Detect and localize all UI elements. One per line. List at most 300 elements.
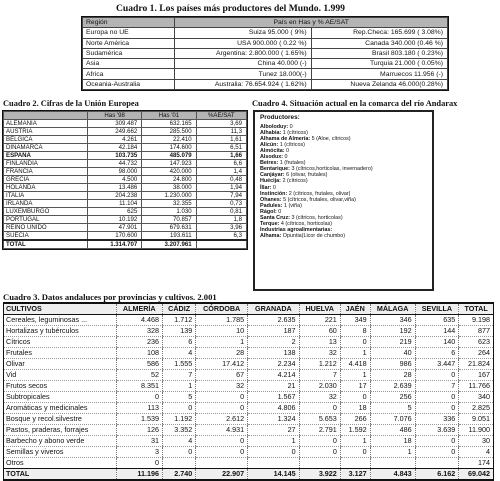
cuadro3-value-cell: 4.418 xyxy=(340,359,370,370)
cuadro1-country-a-cell: Argentina: 2.800.000 ( 1.65%) xyxy=(175,48,311,58)
cuadro3-value-cell xyxy=(370,458,415,469)
cuadro2-value-cell: 44.732 xyxy=(88,160,142,168)
cuadro3-value-cell: 586 xyxy=(116,359,163,370)
cuadro3-value-cell: 0 xyxy=(340,447,370,458)
cuadro3-row xyxy=(4,315,493,326)
cuadro3-value-cell: 7.076 xyxy=(370,414,415,425)
cuadro4-item-text: 1 (viña) xyxy=(282,202,302,209)
cuadro3-row xyxy=(4,337,493,348)
cuadro1-region-cell: Asia xyxy=(83,59,175,69)
cuadro3-value-cell: 349 xyxy=(340,315,370,326)
cuadro3-value-cell: 7 xyxy=(415,381,459,392)
cuadro3-value-cell: 113 xyxy=(116,403,163,414)
cuadro3-value-cell: 6 xyxy=(415,348,459,359)
cuadro3-value-cell: 1 xyxy=(340,370,370,381)
cuadro3-header-cell: GRANADA xyxy=(248,304,299,315)
cuadro3-crop-cell: Vid xyxy=(4,370,116,381)
cuadro3-value-cell: 3.447 xyxy=(415,359,459,370)
cuadro2-header-cell: Has '01 xyxy=(142,112,196,120)
cuadro3-value-cell: 4 xyxy=(459,447,493,458)
cuadro1-row xyxy=(83,38,448,48)
cuadro1-region-cell: Sudamérica xyxy=(83,48,175,58)
cuadro3-value-cell: 221 xyxy=(299,315,340,326)
cuadro1-row xyxy=(83,48,448,58)
cuadro3-value-cell: 0 xyxy=(299,436,340,447)
cuadro3-value-cell: 0 xyxy=(196,436,248,447)
cuadro3-value-cell: 108 xyxy=(116,348,163,359)
cuadro3-value-cell: 1.712 xyxy=(163,315,196,326)
cuadro3-header-cell: MÁLAGA xyxy=(370,304,415,315)
cuadro2-row xyxy=(4,216,247,224)
cuadro2-value-cell: 309.487 xyxy=(88,120,142,128)
cuadro3-value-cell: 8.351 xyxy=(116,381,163,392)
cuadro3-value-cell: 0 xyxy=(116,458,163,469)
cuadro2-value-cell: 204.238 xyxy=(88,192,142,200)
cuadro3-value-cell: 1.324 xyxy=(248,414,299,425)
cuadro2-row xyxy=(4,176,247,184)
cuadro1-region-cell: Norte América xyxy=(83,38,175,48)
cuadro2-row xyxy=(4,192,247,200)
cuadro2-value-cell: 0,48 xyxy=(196,176,246,184)
cuadro3-value-cell: 192 xyxy=(370,326,415,337)
cuadro3-crop-cell: Frutales xyxy=(4,348,116,359)
cuadro3-value-cell: 256 xyxy=(370,392,415,403)
cuadro3-row xyxy=(4,359,493,370)
cuadro3-value-cell: 6 xyxy=(163,337,196,348)
cuadro2-total-cell xyxy=(196,240,246,249)
cuadro1-row xyxy=(83,69,448,79)
cuadro3-value-cell xyxy=(163,458,196,469)
cuadro2-value-cell: 679.631 xyxy=(142,224,196,232)
cuadro3-row xyxy=(4,348,493,359)
cuadro3-total-row xyxy=(4,469,493,480)
cuadro2-country-cell: SUECIA xyxy=(4,232,88,241)
cuadro3-crop-cell: Bosque y recol.silvestre xyxy=(4,414,116,425)
cuadro3-value-cell: 21.824 xyxy=(459,359,493,370)
cuadro3-value-cell: 67 xyxy=(196,370,248,381)
cuadro4-item-label: Ohanes: xyxy=(260,196,282,203)
cuadro1-region-cell: Europa no UE xyxy=(83,28,175,38)
cuadro2-value-cell: 3,96 xyxy=(196,224,246,232)
cuadro4-item-text: 0 xyxy=(283,154,288,161)
cuadro2-country-cell: IRLANDA xyxy=(4,200,88,208)
cuadro2-country-cell: REINO UNIDO xyxy=(4,224,88,232)
cuadro4-list xyxy=(260,124,427,239)
cuadro3-crop-cell: Aromáticas y medicinales xyxy=(4,403,116,414)
cuadro2-row xyxy=(4,200,247,208)
cuadro1-header-paises: País en Has y % AE/SAT xyxy=(175,18,448,28)
cuadro3-value-cell: 28 xyxy=(196,348,248,359)
cuadro4-item-label: Santa Cruz: xyxy=(260,214,290,221)
cuadro3-row xyxy=(4,414,493,425)
cuadro2-value-cell: 47.901 xyxy=(88,224,142,232)
cuadro3-value-cell: 336 xyxy=(415,414,459,425)
cuadro4-item-label: Alsodux: xyxy=(260,154,284,161)
cuadro4-heading: Productores: xyxy=(260,114,300,121)
cuadro2-row xyxy=(4,208,247,216)
cuadro3-value-cell: 144 xyxy=(415,326,459,337)
cuadro3-value-cell: 2.639 xyxy=(370,381,415,392)
cuadro4-item-text: 1 (frutales) xyxy=(278,160,306,167)
cuadro3-value-cell: 5 xyxy=(370,403,415,414)
cuadro3-value-cell: 2.791 xyxy=(299,425,340,436)
cuadro2-value-cell: 6,51 xyxy=(196,144,246,152)
cuadro3-value-cell: 0 xyxy=(299,447,340,458)
cuadro1-region-cell: Oceania-Australia xyxy=(83,79,175,89)
cuadro2-total-row xyxy=(4,240,247,249)
cuadro3-table-box xyxy=(3,302,494,481)
cuadro3-value-cell: 486 xyxy=(370,425,415,436)
cuadro2-header-cell: Has '98 xyxy=(88,112,142,120)
cuadro2-value-cell: 249.662 xyxy=(88,128,142,136)
cuadro2-row xyxy=(4,136,247,144)
cuadro2-row xyxy=(4,232,247,241)
cuadro4-item-label: Rágol: xyxy=(260,208,277,215)
cuadro3-value-cell: 32 xyxy=(299,392,340,403)
cuadro2-country-cell: ITALIA xyxy=(4,192,88,200)
cuadro2-country-cell: HOLANDA xyxy=(4,184,88,192)
cuadro2-value-cell: 1,66 xyxy=(196,152,246,160)
cuadro4-item-label: Almócita: xyxy=(260,148,285,155)
cuadro4-item-label: Íllar: xyxy=(260,184,272,191)
cuadro4-box xyxy=(253,110,434,291)
cuadro3-value-cell xyxy=(340,458,370,469)
cuadro1-country-a-cell: USA 900.000 ( 0.22 %) xyxy=(175,38,311,48)
cuadro4-item-label: Terque: xyxy=(260,220,280,227)
cuadro4-item-text: 5 (cítricos, frutales, olivar,viña) xyxy=(281,196,356,203)
cuadro3-value-cell: 0 xyxy=(196,392,248,403)
cuadro3-value-cell: 17 xyxy=(340,381,370,392)
cuadro3-value-cell: 1.555 xyxy=(163,359,196,370)
cuadro2-header-cell xyxy=(4,112,88,120)
cuadro2-value-cell: 32.355 xyxy=(142,200,196,208)
cuadro4-item-label: Industrias agroalimentarias: xyxy=(260,226,333,233)
cuadro2-value-cell: 1,8 xyxy=(196,216,246,224)
cuadro3-value-cell: 52 xyxy=(116,370,163,381)
cuadro2-country-cell: PORTUGAL xyxy=(4,216,88,224)
cuadro1-country-a-cell: China 40.000 (-) xyxy=(175,59,311,69)
cuadro3-value-cell: 1.539 xyxy=(116,414,163,425)
cuadro2-country-cell: BÉLGICA xyxy=(4,136,88,144)
cuadro4-item-label: Alicún: xyxy=(260,142,279,149)
cuadro3-crop-cell: Frutos secos xyxy=(4,381,116,392)
cuadro2-value-cell: 1.230.000 xyxy=(142,192,196,200)
cuadro3-value-cell xyxy=(248,458,299,469)
cuadro3-value-cell: 32 xyxy=(196,381,248,392)
cuadro2-value-cell: 103.735 xyxy=(88,152,142,160)
cuadro3-value-cell xyxy=(196,458,248,469)
cuadro3-value-cell xyxy=(299,458,340,469)
cuadro3-value-cell: 1.785 xyxy=(196,315,248,326)
cuadro2-value-cell: 70.857 xyxy=(142,216,196,224)
cuadro3-value-cell: 2.635 xyxy=(248,315,299,326)
cuadro4-item-text: 1 (cítricos) xyxy=(281,130,308,137)
cuadro4-item-label: Alhabia: xyxy=(260,130,282,137)
cuadro2-value-cell: 147.923 xyxy=(142,160,196,168)
cuadro3-value-cell: 140 xyxy=(415,337,459,348)
cuadro3-value-cell: 1.567 xyxy=(248,392,299,403)
cuadro1-row xyxy=(83,59,448,69)
cuadro2-value-cell: 1.030 xyxy=(142,208,196,216)
cuadro3-value-cell: 31 xyxy=(116,436,163,447)
cuadro4-item-label: Beires: xyxy=(260,160,279,167)
cuadro2-value-cell: 42.184 xyxy=(88,144,142,152)
cuadro3-value-cell: 138 xyxy=(248,348,299,359)
cuadro2-value-cell: 4.500 xyxy=(88,176,142,184)
cuadro3-value-cell: 3.352 xyxy=(163,425,196,436)
cuadro4-item-label: Huécija: xyxy=(260,178,281,185)
cuadro4-item-text: 2 (cítricos) xyxy=(280,178,308,185)
cuadro3-value-cell: 4 xyxy=(163,348,196,359)
cuadro3-total-cell: 14.145 xyxy=(248,469,299,480)
cuadro1-country-a-cell: Suiza 95.000 ( 9%) xyxy=(175,28,311,38)
cuadro3-value-cell: 9.051 xyxy=(459,414,493,425)
cuadro2-value-cell: 13.486 xyxy=(88,184,142,192)
cuadro3-value-cell: 0 xyxy=(196,403,248,414)
cuadro2-value-cell: 11.104 xyxy=(88,200,142,208)
cuadro3-value-cell: 10 xyxy=(196,326,248,337)
cuadro3-value-cell: 32 xyxy=(299,348,340,359)
cuadro3-header-cell: TOTAL xyxy=(459,304,493,315)
cuadro2-country-cell: DINAMARCA xyxy=(4,144,88,152)
cuadro3-value-cell: 2.030 xyxy=(299,381,340,392)
cuadro3-value-cell: 17.412 xyxy=(196,359,248,370)
cuadro2-value-cell: 420.000 xyxy=(142,168,196,176)
cuadro4-item-text: Opuntia(Licor de chumbo) xyxy=(281,232,346,239)
cuadro3-header-cell: HUELVA xyxy=(299,304,340,315)
cuadro4-item-label: Alboloduy: xyxy=(260,124,289,131)
cuadro2-row xyxy=(4,144,247,152)
cuadro2-value-cell: 6,3 xyxy=(196,232,246,241)
cuadro3-value-cell: 126 xyxy=(116,425,163,436)
cuadro2-value-cell: 625 xyxy=(88,208,142,216)
cuadro2-table-box xyxy=(2,110,248,250)
cuadro2-total-cell: 3.207.961 xyxy=(142,240,196,249)
cuadro2-country-cell: AUSTRIA xyxy=(4,128,88,136)
cuadro1-row xyxy=(83,28,448,38)
cuadro4-item-text: 0 xyxy=(288,124,293,131)
cuadro3-value-cell: 11.900 xyxy=(459,425,493,436)
cuadro3-crop-cell: Otros xyxy=(4,458,116,469)
cuadro3-value-cell: 4 xyxy=(163,436,196,447)
cuadro4-item-text: 1 (cítricos) xyxy=(278,142,305,149)
cuadro3-row xyxy=(4,381,493,392)
cuadro2-row xyxy=(4,224,247,232)
cuadro3-value-cell: 187 xyxy=(248,326,299,337)
cuadro3-value-cell: 18 xyxy=(340,403,370,414)
cuadro3-value-cell: 0 xyxy=(415,392,459,403)
cuadro3-value-cell: 3.639 xyxy=(415,425,459,436)
cuadro3-row xyxy=(4,447,493,458)
cuadro2-row xyxy=(4,128,247,136)
cuadro2-row xyxy=(4,152,247,160)
cuadro2-country-cell: ALEMANIA xyxy=(4,120,88,128)
cuadro2-value-cell: 3,69 xyxy=(196,120,246,128)
cuadro3-value-cell: 4.931 xyxy=(196,425,248,436)
cuadro3-value-cell: 0 xyxy=(415,370,459,381)
cuadro2-value-cell: 4.261 xyxy=(88,136,142,144)
cuadro3-value-cell: 174 xyxy=(459,458,493,469)
cuadro3-value-cell: 1 xyxy=(196,337,248,348)
cuadro3-value-cell: 40 xyxy=(370,348,415,359)
cuadro1-country-b-cell: Rep.Checa: 165.699 ( 3.08%) xyxy=(311,28,447,38)
cuadro3-header-cell: CÓRDOBA xyxy=(196,304,248,315)
cuadro3-value-cell: 0 xyxy=(299,403,340,414)
cuadro3-value-cell: 328 xyxy=(116,326,163,337)
cuadro3-value-cell: 13 xyxy=(299,337,340,348)
cuadro3-value-cell: 139 xyxy=(163,326,196,337)
cuadro3-value-cell: 167 xyxy=(459,370,493,381)
cuadro3-value-cell: 986 xyxy=(370,359,415,370)
cuadro1-header-row xyxy=(83,18,448,28)
cuadro3-total-cell: 6.162 xyxy=(415,469,459,480)
cuadro3-value-cell: 340 xyxy=(459,392,493,403)
cuadro4-item-text: 0 xyxy=(276,208,282,215)
cuadro3-header-cell: JAÉN xyxy=(340,304,370,315)
cuadro3-value-cell: 2.234 xyxy=(248,359,299,370)
cuadro4-item-label: Instinción: xyxy=(260,190,288,197)
cuadro2-country-cell: FRANCIA xyxy=(4,168,88,176)
cuadro2-title: Cuadro 2. Cifras de la Unión Europea xyxy=(3,99,139,108)
cuadro2-country-cell: ESPAÑA xyxy=(4,152,88,160)
cuadro3-crop-cell: Olivar xyxy=(4,359,116,370)
cuadro3-value-cell: 0 xyxy=(415,436,459,447)
cuadro3-row xyxy=(4,392,493,403)
cuadro2-row xyxy=(4,184,247,192)
cuadro3-value-cell: 0 xyxy=(415,447,459,458)
cuadro2-table xyxy=(3,111,247,249)
cuadro3-header-row xyxy=(4,304,493,315)
cuadro2-country-cell: FINLANDIA xyxy=(4,160,88,168)
cuadro1-title: Cuadro 1. Los países más productores del Mundo. 1.999 xyxy=(116,3,345,14)
cuadro3-value-cell: 219 xyxy=(370,337,415,348)
cuadro2-header-cell: %AE/SAT xyxy=(196,112,246,120)
cuadro4-item-text: 3 (cítricos,horticolas, invernadero) xyxy=(289,166,373,173)
cuadro3-header-cell: CULTIVOS xyxy=(4,304,116,315)
cuadro1-country-a-cell: Australia: 76.654.924 ( 1.62%) xyxy=(175,79,311,89)
cuadro2-value-cell: 632.165 xyxy=(142,120,196,128)
cuadro3-value-cell: 30 xyxy=(459,436,493,447)
cuadro2-value-cell: 193.611 xyxy=(142,232,196,241)
cuadro3-value-cell: 5.653 xyxy=(299,414,340,425)
cuadro3-value-cell: 0 xyxy=(196,447,248,458)
cuadro2-value-cell: 7,94 xyxy=(196,192,246,200)
cuadro3-value-cell: 4.214 xyxy=(248,370,299,381)
cuadro3-total-cell: TOTAL xyxy=(4,469,116,480)
cuadro3-header-cell: CÁDIZ xyxy=(163,304,196,315)
cuadro3-value-cell: 623 xyxy=(459,337,493,348)
cuadro4-item-text: 3 (cítricos, horticolas) xyxy=(289,214,343,221)
cuadro3-value-cell: 21 xyxy=(248,381,299,392)
cuadro3-value-cell: 2.825 xyxy=(459,403,493,414)
cuadro3-value-cell: 1.192 xyxy=(163,414,196,425)
cuadro3-value-cell: 1.592 xyxy=(340,425,370,436)
cuadro2-row xyxy=(4,120,247,128)
cuadro1-country-b-cell: Marruecos 11.956 (-) xyxy=(311,69,447,79)
cuadro3-value-cell: 266 xyxy=(340,414,370,425)
cuadro2-total-cell: TOTAL xyxy=(4,240,88,249)
cuadro3-value-cell: 877 xyxy=(459,326,493,337)
cuadro1-table-box xyxy=(81,16,449,91)
cuadro3-value-cell xyxy=(415,458,459,469)
cuadro3-row xyxy=(4,370,493,381)
cuadro2-country-cell: LUXEMBURGO xyxy=(4,208,88,216)
cuadro3-row xyxy=(4,425,493,436)
cuadro3-value-cell: 2.612 xyxy=(196,414,248,425)
cuadro4-item-text: 0 xyxy=(271,184,276,191)
cuadro4-item-text: 0 xyxy=(284,148,290,155)
cuadro2-value-cell: 285.500 xyxy=(142,128,196,136)
cuadro2-value-cell: 1,94 xyxy=(196,184,246,192)
cuadro2-value-cell: 1,61 xyxy=(196,136,246,144)
cuadro1-country-b-cell: Nueva Zelanda 46.000(0.28%) xyxy=(311,79,447,89)
cuadro3-total-cell: 3.127 xyxy=(340,469,370,480)
cuadro3-value-cell: 0 xyxy=(340,392,370,403)
cuadro4-item-text: 6 (olivar, frutales) xyxy=(284,172,328,179)
cuadro4-item-label: Alhama: xyxy=(260,232,282,239)
cuadro2-value-cell: 485.079 xyxy=(142,152,196,160)
cuadro4-title: Cuadro 4. Situación actual en la comarca del río Andarax xyxy=(252,99,458,108)
cuadro2-value-cell: 22.410 xyxy=(142,136,196,144)
cuadro3-value-cell: 0 xyxy=(340,337,370,348)
cuadro2-value-cell: 170.600 xyxy=(88,232,142,241)
cuadro3-crop-cell: Cítricos xyxy=(4,337,116,348)
cuadro4-item-label: Padules: xyxy=(260,202,283,209)
cuadro1-country-b-cell: Brasil 803.180 ( 0.23%) xyxy=(311,48,447,58)
cuadro3-title: Cuadro 3. Datos andaluces por provincias y cultivos. 2.001 xyxy=(3,292,217,302)
cuadro3-value-cell: 3 xyxy=(116,447,163,458)
cuadro3-value-cell: 635 xyxy=(415,315,459,326)
cuadro3-value-cell: 2 xyxy=(248,337,299,348)
cuadro1-country-b-cell: Canada 340.000 (0.46 %) xyxy=(311,38,447,48)
cuadro2-value-cell: 10.192 xyxy=(88,216,142,224)
cuadro3-total-cell: 4.843 xyxy=(370,469,415,480)
cuadro3-row xyxy=(4,403,493,414)
cuadro3-value-cell: 4.806 xyxy=(248,403,299,414)
cuadro2-row xyxy=(4,168,247,176)
cuadro2-value-cell: 6,6 xyxy=(196,160,246,168)
cuadro3-crop-cell: Barbecho y abono verde xyxy=(4,436,116,447)
cuadro3-crop-cell: Subtropicales xyxy=(4,392,116,403)
cuadro3-value-cell: 1 xyxy=(370,447,415,458)
cuadro2-value-cell: 0,73 xyxy=(196,200,246,208)
cuadro3-row xyxy=(4,436,493,447)
cuadro3-total-cell: 69.042 xyxy=(459,469,493,480)
cuadro3-value-cell: 346 xyxy=(370,315,415,326)
cuadro3-crop-cell: Hortalizas y tubérculos xyxy=(4,326,116,337)
cuadro3-table xyxy=(4,303,493,480)
cuadro4-item-text: 4 (cítricos, horticolas) xyxy=(279,220,333,227)
cuadro2-total-cell: 1.314.707 xyxy=(88,240,142,249)
cuadro3-crop-cell: Cereales, leguminosas ... xyxy=(4,315,116,326)
cuadro3-value-cell: 1 xyxy=(340,436,370,447)
cuadro3-value-cell: 11.766 xyxy=(459,381,493,392)
cuadro3-crop-cell: Semillas y viveros xyxy=(4,447,116,458)
cuadro1-country-a-cell: Tunez 18.000(-) xyxy=(175,69,311,79)
cuadro3-value-cell: 8 xyxy=(340,326,370,337)
cuadro2-value-cell: 1,4 xyxy=(196,168,246,176)
cuadro1-table xyxy=(82,17,448,90)
cuadro3-total-cell: 11.196 xyxy=(116,469,163,480)
cuadro3-total-cell: 2.740 xyxy=(163,469,196,480)
cuadro3-value-cell: 0 xyxy=(248,447,299,458)
cuadro2-country-cell: GRECIA xyxy=(4,176,88,184)
cuadro3-value-cell: 28 xyxy=(370,370,415,381)
cuadro3-value-cell: 0 xyxy=(415,403,459,414)
cuadro3-row xyxy=(4,326,493,337)
cuadro3-header-cell: SEVILLA xyxy=(415,304,459,315)
cuadro3-header-cell: ALMERÍA xyxy=(116,304,163,315)
